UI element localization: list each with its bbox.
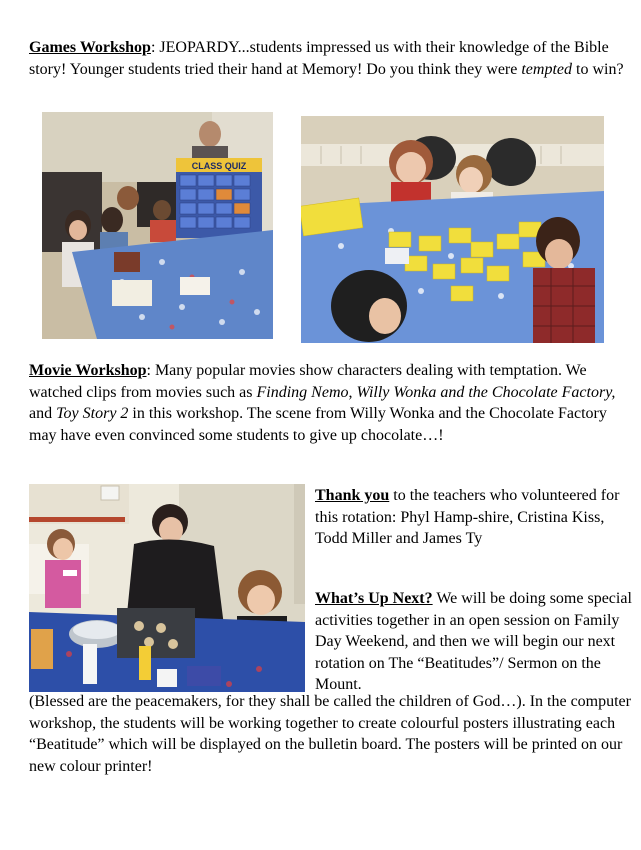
whats-up-next-paragraph xyxy=(315,588,633,696)
games-workshop-text: : JEOPARDY...students impressed us with their knowledge of the Bible story! Younger students tried their hand at Memory! Do you think they were xyxy=(29,39,609,78)
movie-title-finding-nemo: Finding Nemo xyxy=(256,383,349,401)
whats-up-next-text: We will be doing some special activities together in an open session on Family Day Weekend, and then we will begin our next rotation on The “Beatitudes”/ Sermon on the Mount. xyxy=(315,590,632,693)
thank-you-text: to the teachers who volunteered for this rotation: Phyl Hamp-shire, Cristina Kiss, Todd Miller and James Ty xyxy=(315,487,620,547)
whats-up-next-continuation xyxy=(29,691,631,777)
movie-separator-2: and xyxy=(29,405,57,422)
games-workshop-emphasis: tempted xyxy=(521,60,573,78)
thank-you-heading: Thank you xyxy=(315,487,390,504)
whats-up-next-continuation-text: (Blessed are the peacemakers, for they shall be called the children of God…). In the computer workshop, the students will be working together to create colourful posters illustrating each “Beatitude” which will be displayed on the bulletin board. The posters will be printed on our new colour printer! xyxy=(29,693,631,775)
movie-title-willy-wonka: Willy Wonka and the Chocolate Factory, xyxy=(356,383,616,401)
photo-jeopardy-quiz-illustration xyxy=(42,112,273,339)
games-workshop-paragraph xyxy=(29,37,629,80)
movie-workshop-heading: Movie Workshop xyxy=(29,362,147,379)
movie-separator-1: , xyxy=(348,383,357,401)
movie-workshop-text: : Many popular movies show characters dealing with temptation. We watched clips from movies such as xyxy=(29,362,587,401)
movie-title-toy-story-2: Toy Story 2 xyxy=(56,405,129,422)
games-workshop-text-end: to win? xyxy=(572,60,624,78)
photo-memory-game-illustration xyxy=(301,116,604,343)
whats-up-next-heading: What’s Up Next? xyxy=(315,590,433,607)
photo-cooking-activity xyxy=(29,484,305,692)
photo-cooking-activity-illustration xyxy=(29,484,305,692)
movie-workshop-paragraph xyxy=(29,360,629,446)
photo-jeopardy-quiz xyxy=(42,112,273,339)
thank-you-paragraph xyxy=(315,485,633,550)
games-workshop-heading: Games Workshop xyxy=(29,39,151,56)
quiz-board-label: CLASS QUIZ xyxy=(191,161,247,171)
movie-workshop-text-end: in this workshop. The scene from Willy Wonka and the Chocolate Factory may have even convinced some students to give up chocolate…! xyxy=(29,405,607,444)
photo-memory-game xyxy=(301,116,604,343)
